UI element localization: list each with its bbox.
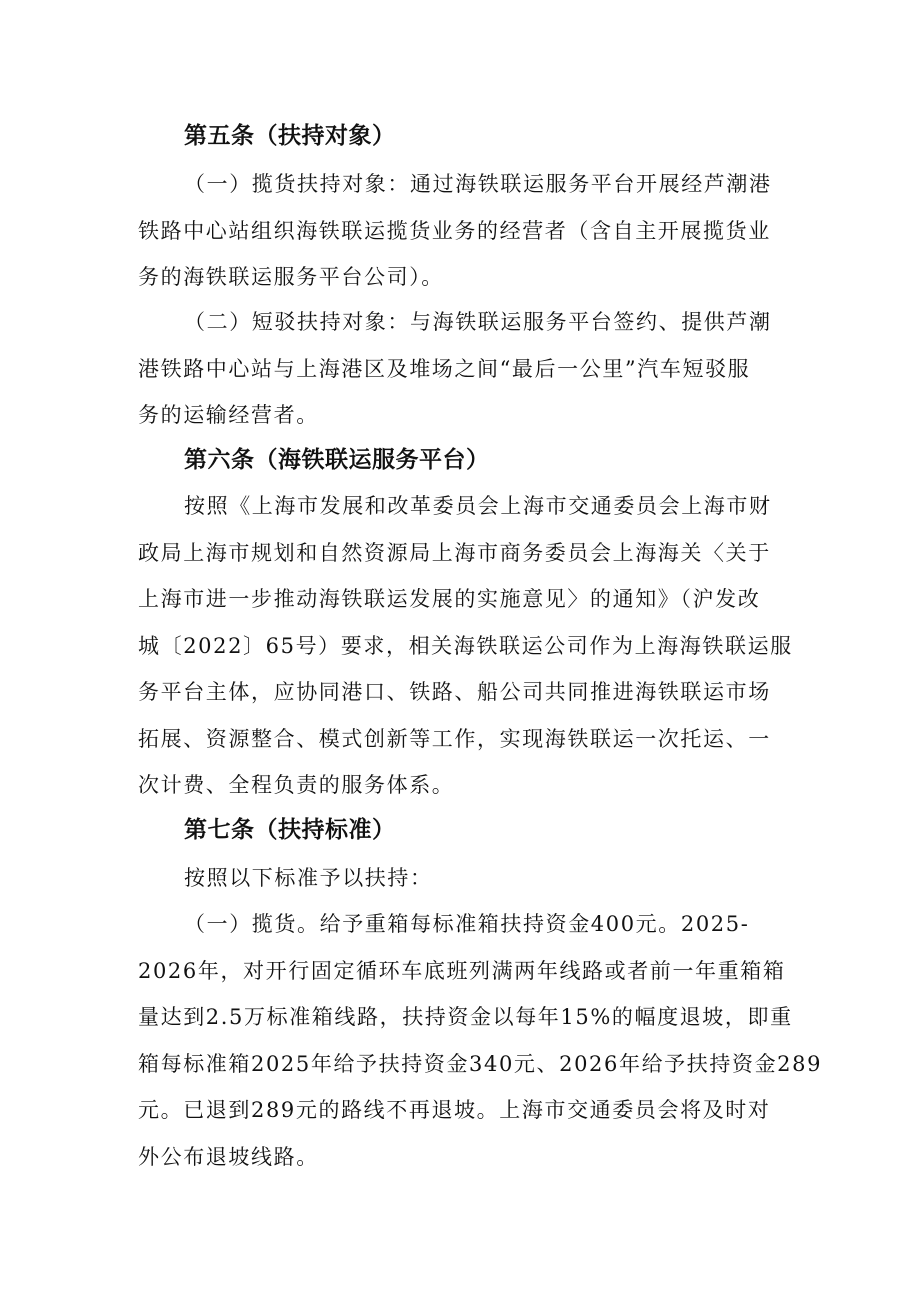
article-5-heading: 第五条（扶持对象） <box>184 123 396 149</box>
text-line: 2026年，对开行固定循环车底班列满两年线路或者前一年重箱箱 <box>138 958 786 983</box>
text-line: （一）揽货扶持对象：通过海铁联运服务平台开展经芦潮港 <box>184 172 772 196</box>
article-7-paragraph-1 <box>138 855 788 902</box>
text-line: 城〔2022〕65号）要求，相关海铁联运公司作为上海海铁联运服 <box>138 633 793 658</box>
text-line: 政局上海市规划和自然资源局上海市商务委员会上海海关〈关于 <box>138 540 771 565</box>
text-line: （二）短驳扶持对象：与海铁联运服务平台签约、提供芦潮 <box>184 310 772 334</box>
article-6-heading: 第六条（海铁联运服务平台） <box>184 447 490 473</box>
text-line: 箱每标准箱2025年给予扶持资金340元、2026年给予扶持资金289 <box>138 1051 823 1076</box>
text-line: 次计费、全程负责的服务体系。 <box>138 773 455 797</box>
text-line: 拓展、资源整合、模式创新等工作，实现海铁联运一次托运、一 <box>138 726 771 751</box>
text-line: 按照《上海市发展和改革委员会上海市交通委员会上海市财 <box>184 494 772 518</box>
text-line: 量达到2.5万标准箱线路，扶持资金以每年15%的幅度退坡，即重 <box>138 1005 793 1029</box>
article-6-paragraph-1 <box>138 483 793 809</box>
text-line: （一）揽货。给予重箱每标准箱扶持资金400元。2025- <box>184 912 750 936</box>
article-5-paragraph-1 <box>138 161 788 301</box>
text-line: 铁路中心站组织海铁联运揽货业务的经营者（含自主开展揽货业 <box>138 218 771 243</box>
article-7-heading: 第七条（扶持标准） <box>184 817 396 843</box>
text-line: 务的海铁联运服务平台公司）。 <box>138 265 444 289</box>
text-line: 元。已退到289元的路线不再退坡。上海市交通委员会将及时对 <box>138 1098 771 1122</box>
text-line: 务平台主体，应协同港口、铁路、船公司共同推进海铁联运市场 <box>138 680 771 704</box>
text-line: 上海市进一步推动海铁联运发展的实施意见〉的通知》（沪发改 <box>138 587 761 611</box>
article-5-paragraph-2 <box>138 299 788 439</box>
article-7-paragraph-2 <box>138 901 823 1180</box>
text-line: 按照以下标准予以扶持： <box>184 866 433 890</box>
text-line: 港铁路中心站与上海港区及堆场之间“最后一公里”汽车短驳服 <box>138 356 751 381</box>
text-line: 务的运输经营者。 <box>138 403 319 427</box>
text-line: 外公布退坡线路。 <box>138 1144 319 1169</box>
